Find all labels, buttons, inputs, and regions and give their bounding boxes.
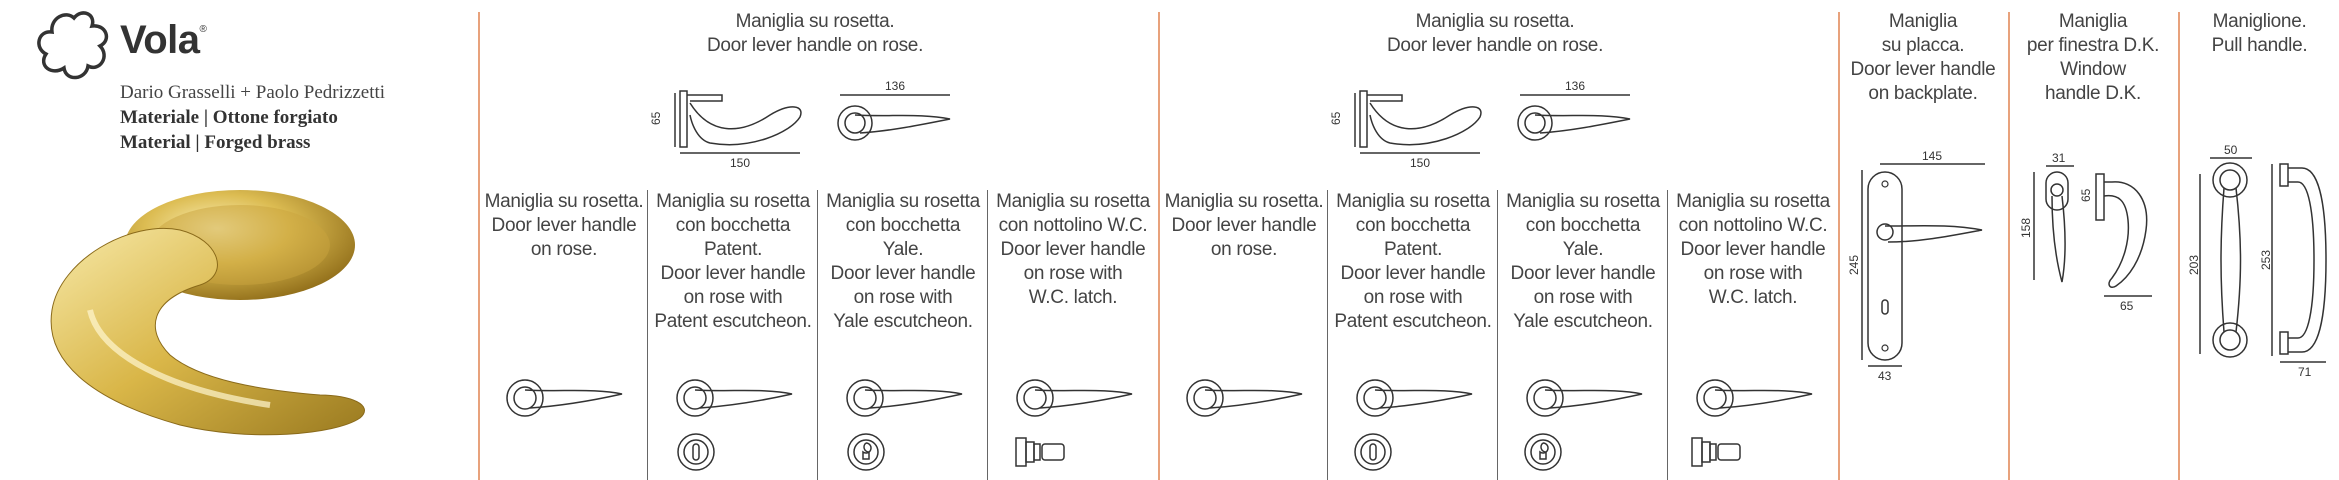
- col-divider: [1497, 190, 1498, 480]
- divider-2: [1158, 12, 1160, 480]
- caption-col-1: Maniglia su rosetta. Door lever handle on rose.: [484, 191, 644, 260]
- handle-drawing-col-6: [1350, 378, 1480, 418]
- material-italian: Materiale | Ottone forgiato: [120, 107, 338, 128]
- dim-win-side: 65: [2079, 188, 2093, 202]
- dim-rose-top: 136: [1565, 79, 1586, 93]
- dim-rose-length: 150: [730, 156, 751, 170]
- header-rose-b: Maniglia su rosetta. Door lever handle on rose.: [1386, 11, 1604, 56]
- dimension-drawing-a: [650, 75, 980, 170]
- wc-latch-col-4: [1012, 432, 1072, 472]
- dim-plate-height: 245: [1847, 254, 1861, 275]
- dim-rose-length: 150: [1410, 156, 1431, 170]
- handle-drawing-col-4: [1010, 378, 1140, 418]
- handle-drawing-col-1: [500, 378, 630, 418]
- backplate-drawing: [1847, 149, 2000, 383]
- dim-win-bottom: 65: [2120, 299, 2134, 313]
- dim-rose-height: 65: [649, 111, 663, 125]
- vola-flower-logo: [34, 10, 114, 82]
- brand-name: Vola®: [120, 18, 207, 62]
- dim-rose-height: 65: [1329, 111, 1343, 125]
- wc-latch-col-8: [1688, 432, 1748, 472]
- dimension-drawing-b: [1330, 75, 1660, 170]
- caption-col-6: Maniglia su rosetta con bocchetta Patent. Door lever handle on rose with Patent escutcheon.: [1334, 191, 1492, 332]
- designer-credit: Dario Grasselli + Paolo Pedrizzetti: [120, 82, 386, 103]
- caption-col-3: Maniglia su rosetta con bocchetta Yale. Door lever handle on rose with Yale escutcheon.: [826, 191, 980, 332]
- patent-escutcheon-col-2: [676, 432, 716, 472]
- dim-pull-height-b: 253: [2259, 249, 2273, 270]
- material-english: Material | Forged brass: [120, 132, 311, 153]
- brass-handle-photo: [30, 190, 380, 450]
- handle-drawing-col-3: [840, 378, 970, 418]
- caption-col-4: Maniglia su rosetta con nottolino W.C. Door lever handle on rose with W.C. latch.: [996, 191, 1150, 308]
- patent-escutcheon-col-6: [1353, 432, 1393, 472]
- col-divider: [647, 190, 648, 480]
- window-handle-drawing: [2020, 150, 2170, 320]
- caption-col-5: Maniglia su rosetta. Door lever handle on rose.: [1164, 191, 1324, 260]
- dim-pull-bottom: 71: [2298, 365, 2312, 379]
- header-backplate: Maniglia su placca. Door lever handle on backplate.: [1850, 11, 1996, 104]
- handle-drawing-col-7: [1520, 378, 1650, 418]
- col-divider: [1667, 190, 1668, 480]
- handle-drawing-col-5: [1180, 378, 1310, 418]
- handle-drawing-col-2: [670, 378, 800, 418]
- col-divider: [987, 190, 988, 480]
- dim-plate-bottom: 43: [1878, 369, 1892, 383]
- header-rose-a: Maniglia su rosetta. Door lever handle on rose.: [706, 11, 924, 56]
- header-window: Maniglia per finestra D.K. Window handle D.K.: [2026, 11, 2160, 104]
- caption-col-2: Maniglia su rosetta con bocchetta Patent. Door lever handle on rose with Patent escutcheon.: [654, 191, 812, 332]
- yale-escutcheon-col-7: [1523, 432, 1563, 472]
- dim-pull-top: 50: [2224, 143, 2238, 157]
- header-pull: Maniglione. Pull handle.: [2211, 11, 2308, 56]
- col-divider: [817, 190, 818, 480]
- caption-col-8: Maniglia su rosetta con nottolino W.C. Door lever handle on rose with W.C. latch.: [1676, 191, 1830, 308]
- yale-escutcheon-col-3: [846, 432, 886, 472]
- divider-1: [478, 12, 480, 480]
- caption-col-7: Maniglia su rosetta con bocchetta Yale. Door lever handle on rose with Yale escutcheon.: [1506, 191, 1660, 332]
- dim-plate-width: 145: [1922, 149, 1943, 163]
- dim-rose-top: 136: [885, 79, 906, 93]
- handle-drawing-col-8: [1690, 378, 1820, 418]
- dim-win-height: 158: [2019, 217, 2033, 238]
- pull-handle-drawing: [2187, 140, 2335, 380]
- dim-win-top: 31: [2052, 151, 2066, 165]
- divider-5: [2178, 12, 2180, 480]
- col-divider: [1327, 190, 1328, 480]
- dim-pull-height-a: 203: [2187, 254, 2201, 275]
